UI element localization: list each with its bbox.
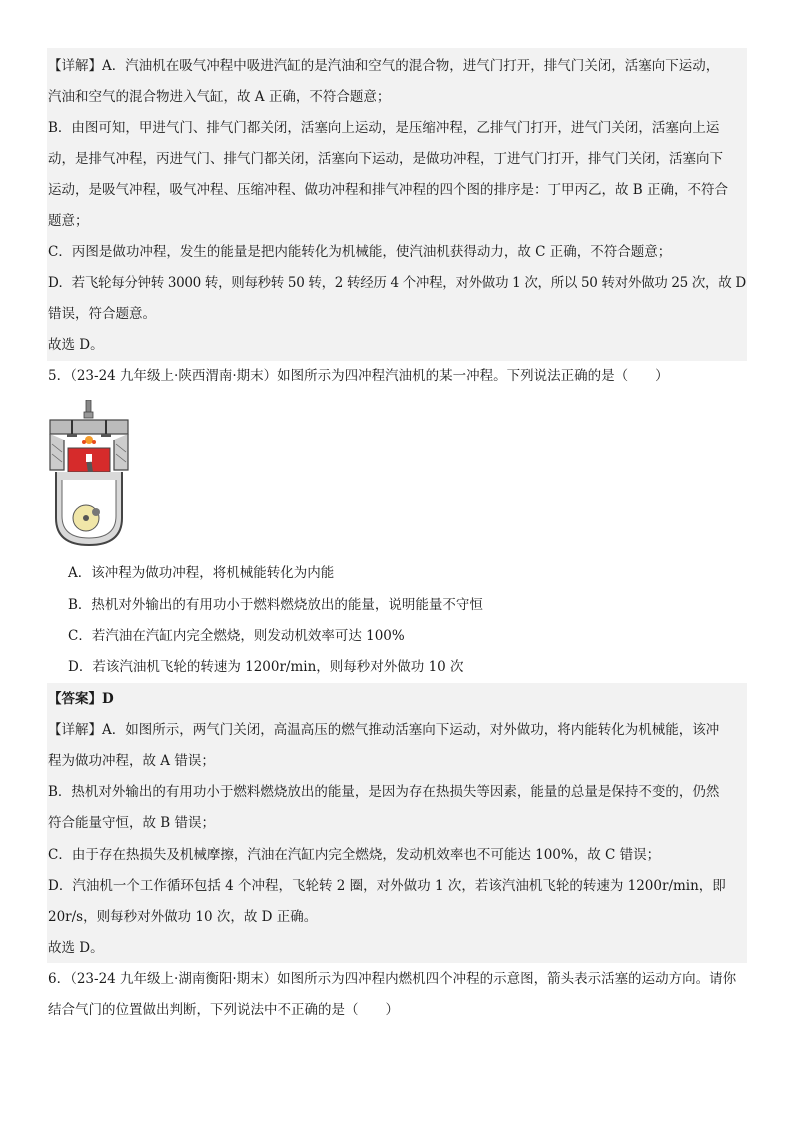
explanation-line: 程为做功冲程，故 A 错误；: [48, 753, 215, 769]
explanation-line: 汽油和空气的混合物进入气缸，故 A 正确，不符合题意；: [48, 89, 391, 105]
explanation-line: 【详解】A．如图所示，两气门关闭，高温高压的燃气推动活塞向下运动，对外做功，将内能转化为机械能，该冲: [48, 722, 720, 738]
explanation-line: 故选 D。: [48, 940, 104, 956]
explanation-line: B．热机对外输出的有用功小于燃料燃烧放出的能量，是因为存在热损失等因素，能量的总量是保持不变的，仍然: [48, 784, 720, 800]
explanation-line: C．由于存在热损失及机械摩擦，汽油在汽缸内完全燃烧，发动机效率也不可能达 100%，故 C 错误；: [48, 847, 661, 863]
engine-diagram: [46, 400, 132, 548]
explanation-line: 故选 D。: [48, 337, 104, 353]
explanation-line: 题意；: [48, 213, 89, 229]
explanation-line: D．汽油机一个工作循环包括 4 个冲程，飞轮转 2 圈，对外做功 1 次，若该汽油机飞轮的转速为 1200r/min，即: [48, 878, 726, 894]
explanation-line: 运动，是吸气冲程，吸气冲程、压缩冲程、做功冲程和排气冲程的四个图的排序是：丁甲丙乙，故 B 正确，不符合: [48, 182, 729, 198]
option-b: B．热机对外输出的有用功小于燃料燃烧放出的能量，说明能量不守恒: [68, 597, 483, 613]
explanation-line: 符合能量守恒，故 B 错误；: [48, 815, 216, 831]
explanation-line: D．若飞轮每分钟转 3000 转，则每秒转 50 转，2 转经历 4 个冲程，对外做功 1 次，所以 50 转对外做功 25 次，故 D: [48, 275, 746, 291]
explanation-line: 【详解】A．汽油机在吸气冲程中吸进汽缸的是汽油和空气的混合物，进气门打开，排气门关闭，活塞向下运动，: [48, 58, 720, 74]
explanation-line: C．丙图是做功冲程，发生的能量是把内能转化为机械能，使汽油机获得动力，故 C 正确，不符合题意；: [48, 244, 672, 260]
question-5-stem: 5．（23-24 九年级上·陕西渭南·期末）如图所示为四冲程汽油机的某一冲程。下列说法正确的是（ ）: [48, 368, 669, 384]
option-c: C．若汽油在汽缸内完全燃烧，则发动机效率可达 100%: [68, 628, 405, 644]
option-d: D．若该汽油机飞轮的转速为 1200r/min，则每秒对外做功 10 次: [68, 659, 464, 675]
explanation-line: 动，是排气冲程，丙进气门、排气门都关闭，活塞向下运动，是做功冲程，丁进气门打开，排气门关闭，活塞向下: [48, 151, 723, 167]
explanation-line: B．由图可知，甲进气门、排气门都关闭，活塞向上运动，是压缩冲程，乙排气门打开，进气门关闭，活塞向上运: [48, 120, 720, 136]
answer-line: 【答案】D: [48, 691, 114, 707]
explanation-line: 错误，符合题意。: [48, 306, 156, 322]
explanation-line: 20r/s，则每秒对外做功 10 次，故 D 正确。: [48, 909, 318, 925]
question-6-stem: 结合气门的位置做出判断，下列说法中不正确的是（ ）: [48, 1002, 399, 1018]
option-a: A．该冲程为做功冲程，将机械能转化为内能: [68, 565, 335, 581]
question-6-stem: 6．（23-24 九年级上·湖南衡阳·期末）如图所示为四冲程内燃机四个冲程的示意图，箭头表示活塞的运动方向。请你: [48, 971, 737, 987]
